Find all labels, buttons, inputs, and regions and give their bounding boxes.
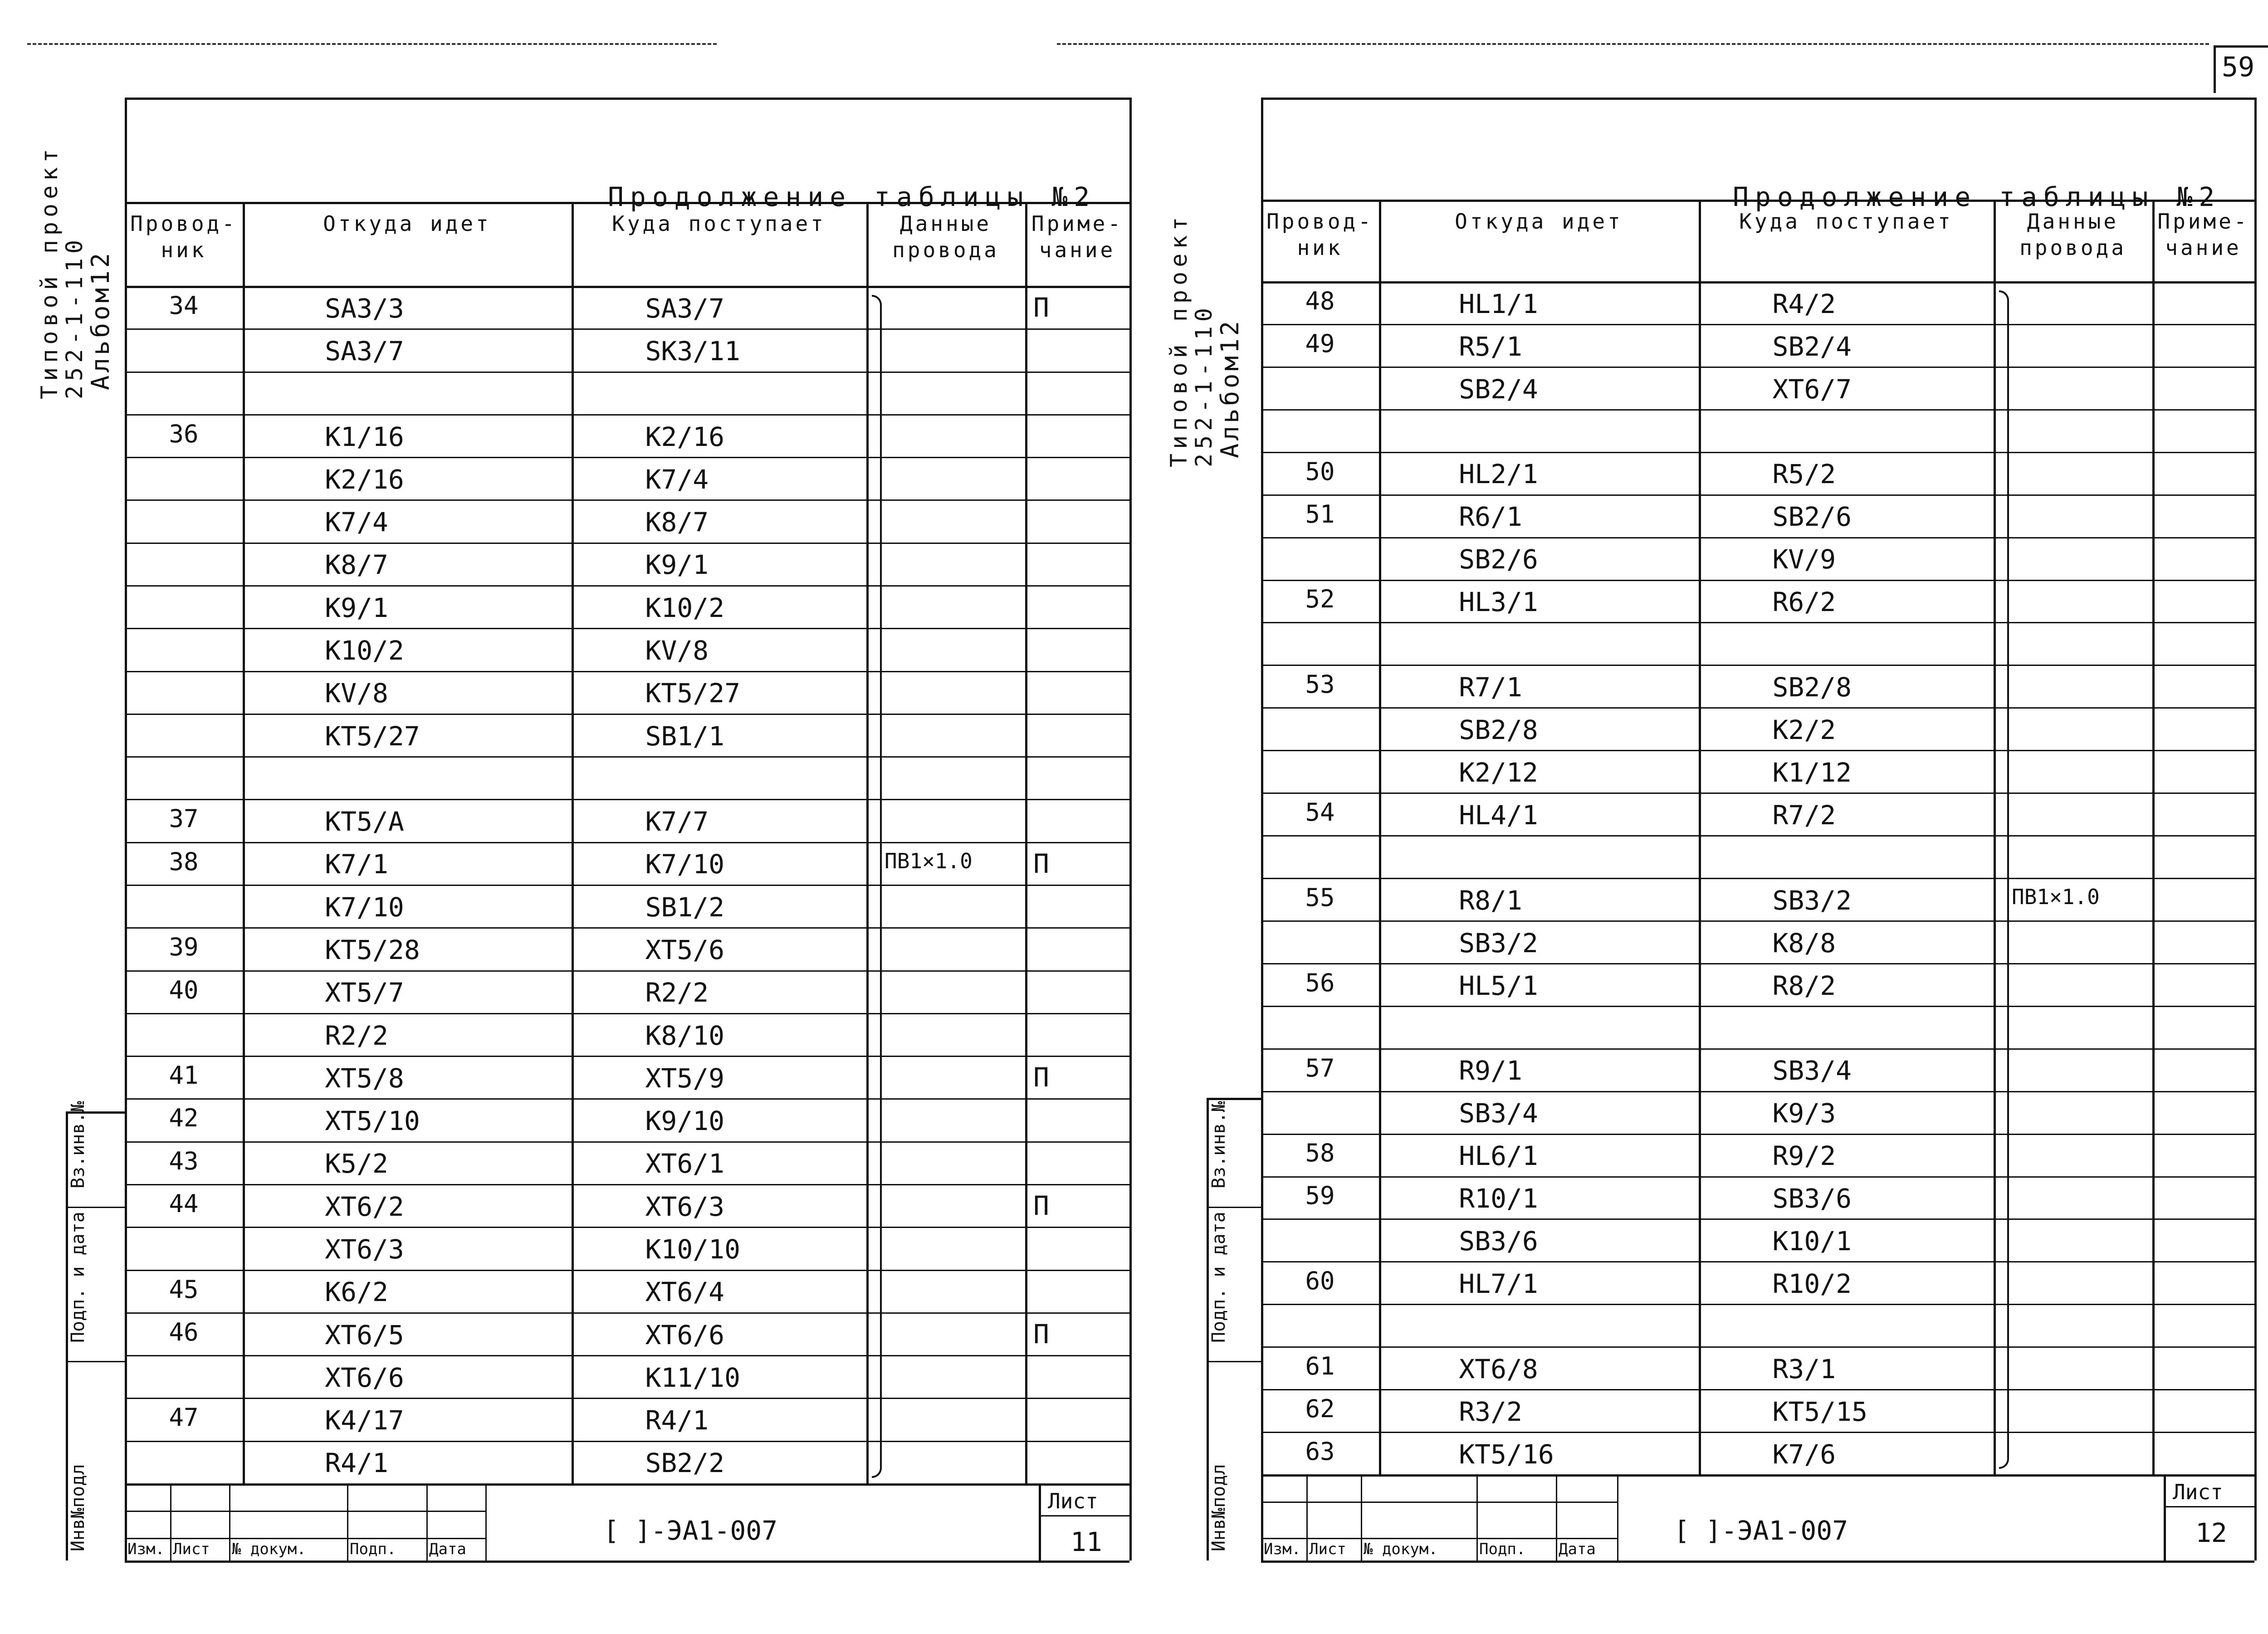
from-terminal: HL5/1 <box>1459 970 1538 1001</box>
table-row-line <box>1261 494 2254 496</box>
header-top-line <box>125 202 1129 204</box>
to-terminal: R9/2 <box>1772 1140 1836 1172</box>
header-wire: Провод-ник <box>1266 209 1374 260</box>
table-row-line <box>1261 835 2254 837</box>
wire-number: 49 <box>1305 329 1335 358</box>
column-divider <box>1994 200 1996 1474</box>
stamp-label: Лист <box>173 1540 210 1558</box>
to-terminal: XT6/1 <box>645 1148 725 1179</box>
from-terminal: K4/17 <box>325 1405 404 1436</box>
to-terminal: R5/2 <box>1772 459 1836 490</box>
table-row-line <box>125 714 1129 715</box>
from-terminal: SB3/4 <box>1459 1098 1538 1129</box>
stamp-label: Дата <box>429 1540 466 1558</box>
table-title: Продолжение таблицы №2 <box>1733 181 2221 212</box>
note: П <box>1033 1318 1049 1350</box>
sheet-box-divider <box>1039 1483 1041 1561</box>
table-row-line <box>125 628 1129 629</box>
wire-number: 45 <box>169 1275 199 1304</box>
sheet-number: 11 <box>1070 1526 1102 1557</box>
table-row-line <box>1261 1261 2254 1262</box>
stamp-divider <box>1617 1474 1618 1561</box>
to-terminal: K9/3 <box>1772 1098 1836 1129</box>
wire-data: ПВ1×1.0 <box>2012 884 2100 909</box>
from-terminal: R3/2 <box>1459 1396 1522 1427</box>
stamp-divider <box>1476 1474 1478 1561</box>
from-terminal: K9/1 <box>325 592 388 623</box>
frame-left <box>1261 98 1263 1561</box>
to-terminal: K10/1 <box>1772 1226 1852 1257</box>
to-terminal: SB2/2 <box>645 1448 725 1479</box>
sheet-box-line <box>2164 1506 2254 1507</box>
stamp-top-line <box>1261 1474 2254 1477</box>
header-wire: Провод-ник <box>130 211 237 262</box>
to-terminal: K7/10 <box>645 849 725 880</box>
to-terminal: SB2/4 <box>1772 331 1852 362</box>
table-row-line <box>1261 750 2254 751</box>
to-terminal: XT6/6 <box>645 1319 725 1350</box>
from-terminal: HL2/1 <box>1459 459 1538 490</box>
frame-right <box>2254 98 2257 1561</box>
from-terminal: SB2/4 <box>1459 373 1538 405</box>
table-row-line <box>1261 665 2254 666</box>
wire-number: 46 <box>169 1317 199 1346</box>
side-project-number: 252-1-110 <box>1191 303 1217 467</box>
frame-top <box>1261 98 2254 100</box>
to-terminal: K7/4 <box>645 464 709 495</box>
from-terminal: SB2/6 <box>1459 544 1538 575</box>
table-row-line <box>1261 452 2254 453</box>
table-row-line <box>1261 1304 2254 1305</box>
from-terminal: K7/1 <box>325 849 388 880</box>
from-terminal: R6/1 <box>1459 501 1522 533</box>
table-row-line <box>1261 1134 2254 1135</box>
to-terminal: KV/8 <box>645 635 709 666</box>
stamp-divider <box>485 1483 487 1561</box>
table-row-line <box>125 1398 1129 1399</box>
table-row-line <box>1261 537 2254 538</box>
to-terminal: XT6/3 <box>645 1191 725 1222</box>
to-terminal: R4/2 <box>1772 288 1836 319</box>
to-terminal: K10/2 <box>645 592 725 623</box>
stamp-label: Изм. <box>127 1540 165 1558</box>
from-terminal: SB3/6 <box>1459 1226 1538 1257</box>
frame-top <box>125 98 1129 100</box>
table-row-line <box>125 1184 1129 1185</box>
to-terminal: R6/2 <box>1772 587 1836 618</box>
wire-data-brace <box>1999 290 2009 1469</box>
to-terminal: K9/1 <box>645 549 709 581</box>
to-terminal: K11/10 <box>645 1362 741 1393</box>
table-row-line <box>125 1056 1129 1057</box>
wire-number: 56 <box>1305 968 1335 997</box>
document-code: [ ]-ЭА1-007 <box>1674 1515 1848 1546</box>
header-note: Приме-чание <box>2157 209 2249 260</box>
side-album: Альбом12 <box>1216 318 1244 458</box>
from-terminal: KT5/27 <box>325 720 420 752</box>
from-terminal: XT5/8 <box>325 1062 404 1094</box>
table-row-line <box>125 799 1129 800</box>
to-terminal: SB3/6 <box>1772 1183 1852 1214</box>
header-from: Откуда идет <box>1455 209 1623 234</box>
note: П <box>1033 1062 1049 1093</box>
from-terminal: HL4/1 <box>1459 799 1538 831</box>
to-terminal: K9/10 <box>645 1106 725 1137</box>
from-terminal: HL6/1 <box>1459 1140 1538 1172</box>
table-row-line <box>125 499 1129 501</box>
side-album: Альбом12 <box>86 250 115 390</box>
table-row-line <box>125 1270 1129 1271</box>
to-terminal: SB1/1 <box>645 720 725 752</box>
from-terminal: R5/1 <box>1459 331 1522 362</box>
stamp-mid-line <box>125 1511 485 1512</box>
scan-line <box>27 43 717 45</box>
table-row-line <box>125 970 1129 972</box>
table-row-line <box>1261 324 2254 325</box>
to-terminal: K2/2 <box>1772 714 1836 745</box>
from-terminal: KT5/A <box>325 806 404 837</box>
table-row-line <box>1261 622 2254 623</box>
stamp-top-line <box>125 1483 1129 1486</box>
wire-number: 54 <box>1305 798 1335 827</box>
to-terminal: R3/1 <box>1772 1353 1836 1384</box>
to-terminal: SB1/2 <box>645 891 725 923</box>
stamp-divider <box>426 1483 428 1561</box>
stamp-divider <box>347 1483 348 1561</box>
table-title: Продолжение таблицы №2 <box>608 181 1096 212</box>
wire-data: ПВ1×1.0 <box>885 848 973 873</box>
table-row-line <box>125 328 1129 330</box>
from-terminal: R7/1 <box>1459 672 1522 703</box>
inv-number-label: Инв№подл <box>1208 1464 1229 1551</box>
to-terminal: K8/8 <box>1772 927 1836 959</box>
table-row-line <box>1261 409 2254 411</box>
stamp-label: Дата <box>1559 1540 1596 1558</box>
header-to: Куда поступает <box>1739 209 1953 234</box>
wire-data-brace <box>872 295 882 1478</box>
table-row-line <box>125 927 1129 929</box>
table-row-line <box>1261 1176 2254 1178</box>
wire-number: 57 <box>1305 1053 1335 1082</box>
from-terminal: K7/10 <box>325 891 404 923</box>
wire-number: 59 <box>1305 1181 1335 1210</box>
table-row-line <box>125 372 1129 373</box>
from-terminal: HL3/1 <box>1459 587 1538 618</box>
side-stamp-sep <box>66 1361 125 1362</box>
from-terminal: K2/12 <box>1459 757 1538 788</box>
wire-number: 50 <box>1305 457 1335 486</box>
wire-number: 55 <box>1305 883 1335 912</box>
sheet-number: 12 <box>2195 1517 2227 1548</box>
from-terminal: SB3/2 <box>1459 927 1538 959</box>
from-terminal: R4/1 <box>325 1448 388 1479</box>
from-terminal: KV/8 <box>325 678 388 709</box>
to-terminal: R4/1 <box>645 1405 709 1436</box>
from-terminal: XT6/8 <box>1459 1353 1538 1384</box>
wire-number: 42 <box>169 1104 199 1133</box>
stamp-divider <box>170 1483 171 1561</box>
side-stamp-sep <box>1207 1207 1261 1208</box>
table-row-line <box>1261 1218 2254 1220</box>
table-row-line <box>125 1441 1129 1442</box>
vz-inv-label: Вз.инв.№ <box>68 1101 88 1189</box>
side-project-number: 252-1-110 <box>61 235 88 399</box>
to-terminal: K2/16 <box>645 421 725 452</box>
from-terminal: XT5/10 <box>325 1106 420 1137</box>
wire-number: 44 <box>169 1189 199 1218</box>
to-terminal: SA3/7 <box>645 293 725 324</box>
header-to: Куда поступает <box>612 211 826 236</box>
table-row-line <box>125 1227 1129 1228</box>
note: П <box>1033 1190 1049 1221</box>
sheet-label: Лист <box>2173 1480 2223 1504</box>
from-terminal: XT6/6 <box>325 1362 404 1393</box>
table-row-line <box>1261 707 2254 709</box>
to-terminal: XT6/7 <box>1772 373 1852 405</box>
stamp-divider <box>1556 1474 1557 1561</box>
table-row-line <box>125 414 1129 416</box>
table-row-line <box>1261 1091 2254 1092</box>
column-divider <box>2152 200 2155 1474</box>
to-terminal: SB3/4 <box>1772 1055 1852 1086</box>
to-terminal: KT5/15 <box>1772 1396 1868 1427</box>
header-bottom-line <box>1261 281 2254 284</box>
wire-number: 43 <box>169 1146 199 1175</box>
from-terminal: K1/16 <box>325 421 404 452</box>
from-terminal: KT5/16 <box>1459 1438 1554 1470</box>
wire-number: 52 <box>1305 585 1335 614</box>
table-row-line <box>1261 878 2254 879</box>
stamp-label-line <box>1261 1538 1617 1539</box>
to-terminal: XT5/6 <box>645 934 725 966</box>
table-row-line <box>1261 963 2254 964</box>
table-row-line <box>1261 367 2254 368</box>
stamp-mid-line <box>1261 1502 1617 1503</box>
wire-number: 48 <box>1305 286 1335 315</box>
header-wire-data: Данные провода <box>892 211 999 262</box>
to-terminal: KT5/27 <box>645 678 741 709</box>
from-terminal: R8/1 <box>1459 885 1522 916</box>
stamp-label: Подп. <box>350 1540 396 1558</box>
wire-number: 40 <box>169 975 199 1004</box>
to-terminal: XT5/9 <box>645 1062 725 1094</box>
sheet-box-divider <box>2164 1474 2166 1561</box>
from-terminal: KT5/28 <box>325 934 420 966</box>
table-row-line <box>1261 1346 2254 1348</box>
table-row-line <box>125 1312 1129 1314</box>
table-row-line <box>125 1013 1129 1014</box>
table-row-line <box>1261 1432 2254 1433</box>
to-terminal: XT6/4 <box>645 1277 725 1308</box>
to-terminal: K8/10 <box>645 1020 725 1051</box>
document-code: [ ]-ЭА1-007 <box>603 1515 778 1546</box>
vz-inv-label: Вз.инв.№ <box>1208 1101 1229 1189</box>
inv-number-label: Инв№подл <box>68 1464 88 1551</box>
stamp-label-line <box>125 1538 485 1539</box>
to-terminal: SB2/6 <box>1772 501 1852 533</box>
sheet-label: Лист <box>1048 1489 1098 1513</box>
side-stamp-top <box>1207 1098 1261 1100</box>
side-project-label: Типовой проект <box>36 144 63 399</box>
from-terminal: XT6/3 <box>325 1234 404 1265</box>
column-divider <box>1379 200 1381 1474</box>
table-row-line <box>125 585 1129 587</box>
sign-date-label: Подп. и дата <box>1208 1212 1229 1343</box>
from-terminal: K8/7 <box>325 549 388 581</box>
wire-number: 34 <box>169 291 199 320</box>
to-terminal: K8/7 <box>645 507 709 538</box>
wire-number: 36 <box>169 419 199 448</box>
table-row-line <box>125 842 1129 843</box>
to-terminal: K7/7 <box>645 806 709 837</box>
scan-line <box>1057 43 2209 45</box>
header-wire-data: Данные провода <box>2019 209 2126 260</box>
note: П <box>1033 848 1049 879</box>
header-note: Приме-чание <box>1031 211 1124 262</box>
table-row-line <box>125 1098 1129 1100</box>
header-bottom-line <box>125 286 1129 288</box>
table-row-line <box>125 543 1129 544</box>
page-number: 59 <box>2222 51 2255 83</box>
side-stamp-sep <box>1207 1361 1261 1362</box>
table-row-line <box>1261 1389 2254 1390</box>
to-terminal: SK3/11 <box>645 336 741 367</box>
side-project-label: Типовой проект <box>1166 212 1192 467</box>
to-terminal: SB3/2 <box>1772 885 1852 916</box>
from-terminal: SA3/7 <box>325 336 404 367</box>
from-terminal: K2/16 <box>325 464 404 495</box>
table-row-line <box>125 1141 1129 1143</box>
to-terminal: K10/10 <box>645 1234 741 1265</box>
stamp-label: № докум. <box>232 1540 306 1558</box>
stamp-divider <box>1306 1474 1308 1561</box>
frame-bottom <box>1261 1561 2254 1563</box>
stamp-divider <box>1361 1474 1362 1561</box>
side-stamp-sep <box>66 1207 125 1208</box>
wire-number: 51 <box>1305 499 1335 528</box>
table-row-line <box>125 1355 1129 1356</box>
wire-number: 37 <box>169 804 199 833</box>
stamp-label: Подп. <box>1479 1540 1526 1558</box>
from-terminal: HL7/1 <box>1459 1268 1538 1300</box>
frame-right <box>1129 98 1132 1561</box>
frame-bottom <box>125 1561 1129 1563</box>
from-terminal: R9/1 <box>1459 1055 1522 1086</box>
wire-number: 53 <box>1305 670 1335 699</box>
table-row-line <box>1261 793 2254 794</box>
table-row-line <box>1261 920 2254 922</box>
table-row-line <box>125 885 1129 886</box>
wire-number: 62 <box>1305 1394 1335 1424</box>
header-from: Откуда идет <box>323 211 491 236</box>
from-terminal: K10/2 <box>325 635 404 666</box>
sign-date-label: Подп. и дата <box>68 1212 88 1343</box>
from-terminal: R2/2 <box>325 1020 388 1051</box>
from-terminal: XT6/5 <box>325 1319 404 1350</box>
header-top-line <box>1261 200 2254 202</box>
from-terminal: R10/1 <box>1459 1183 1538 1214</box>
to-terminal: K7/6 <box>1772 1438 1836 1470</box>
from-terminal: XT5/7 <box>325 977 404 1008</box>
to-terminal: R8/2 <box>1772 970 1836 1001</box>
to-terminal: SB2/8 <box>1772 672 1852 703</box>
wire-number: 58 <box>1305 1139 1335 1168</box>
wire-number: 41 <box>169 1061 199 1090</box>
from-terminal: XT6/2 <box>325 1191 404 1222</box>
table-row-line <box>1261 1048 2254 1050</box>
table-row-line <box>125 756 1129 758</box>
wire-number: 38 <box>169 847 199 876</box>
to-terminal: R7/2 <box>1772 799 1836 831</box>
stamp-label: Изм. <box>1264 1540 1301 1558</box>
wire-number: 63 <box>1305 1437 1335 1466</box>
to-terminal: KV/9 <box>1772 544 1836 575</box>
table-row-line <box>125 457 1129 458</box>
table-row-line <box>125 671 1129 672</box>
from-terminal: K6/2 <box>325 1277 388 1308</box>
from-terminal: K5/2 <box>325 1148 388 1179</box>
column-divider <box>1699 200 1701 1474</box>
to-terminal: K1/12 <box>1772 757 1852 788</box>
table-row-line <box>1261 1006 2254 1007</box>
from-terminal: SB2/8 <box>1459 714 1538 745</box>
wire-number: 61 <box>1305 1352 1335 1381</box>
stamp-label: № докум. <box>1364 1540 1438 1558</box>
from-terminal: K7/4 <box>325 507 388 538</box>
from-terminal: SA3/3 <box>325 293 404 324</box>
table-row-line <box>1261 580 2254 581</box>
to-terminal: R2/2 <box>645 977 709 1008</box>
stamp-label: Лист <box>1309 1540 1346 1558</box>
wire-number: 47 <box>169 1403 199 1432</box>
stamp-divider <box>229 1483 230 1561</box>
note: П <box>1033 292 1049 323</box>
from-terminal: HL1/1 <box>1459 288 1538 319</box>
wire-number: 39 <box>169 933 199 962</box>
sheet-box-line <box>1039 1515 1129 1517</box>
wire-number: 60 <box>1305 1267 1335 1296</box>
to-terminal: R10/2 <box>1772 1268 1852 1300</box>
